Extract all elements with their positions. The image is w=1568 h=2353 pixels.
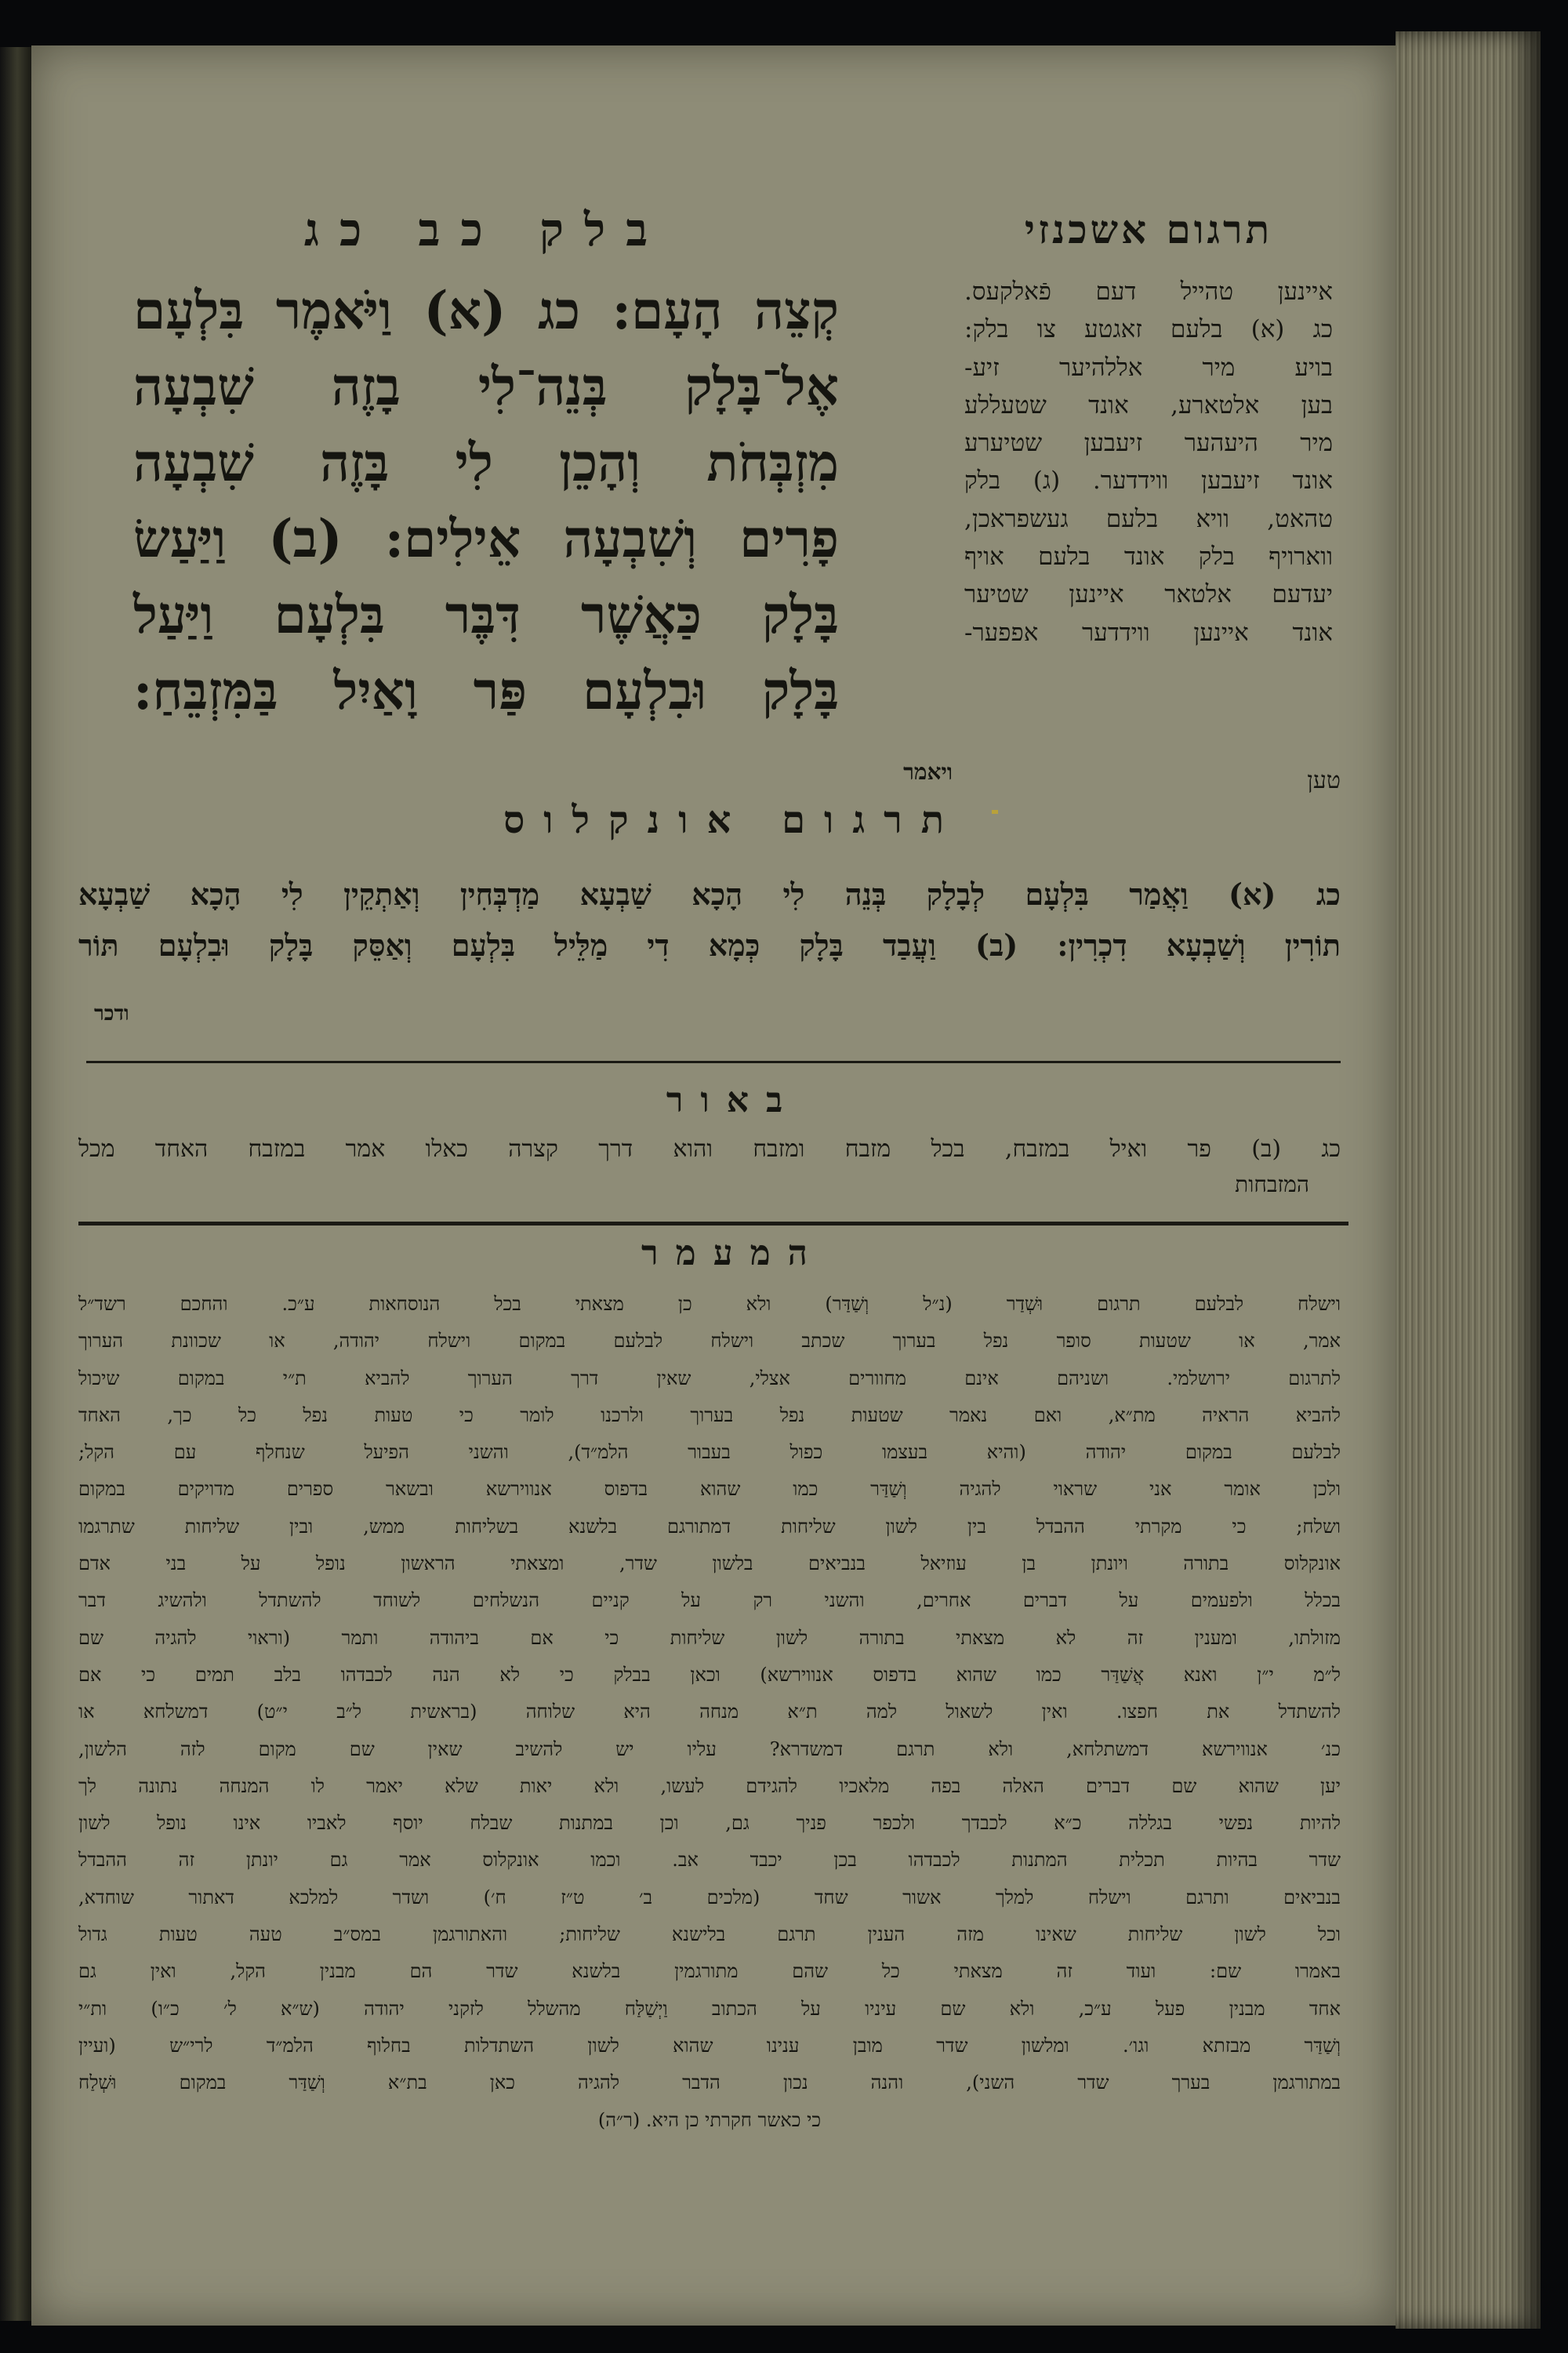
hameamer-line: להשתדל את חפצו. ואין לשאול למה ת״א מנחה היא שלוחה (בראשית ל״ב י״ט) דמשלחא או — [78, 1701, 1341, 1723]
onkelos-title: תרגום אונקלוס — [503, 798, 964, 842]
section-divider — [86, 1061, 1341, 1063]
hameamer-line: כי כאשר חקרתי כן היא. (ר״ה) — [597, 2108, 822, 2131]
hameamer-line: ל״מ י״ן ואנא אֲשַׁדַּר כמו שהוא בדפוס אנווירשא) וכאן בבלק כי לא הנה לכבדהו בלב תמים כי אם — [78, 1663, 1341, 1686]
running-header: בלק כב כג — [303, 203, 669, 256]
paper-speck — [992, 810, 998, 814]
hameamer-line: בכלל ולפעמים על דברים אחרים, והשני רק על קניים הנשלחים לשוחד להשתדל ולהשיג דבר — [78, 1589, 1341, 1612]
torah-line: בָּלָק וּבִלְעָם פַּר וָאַיִל בַּמִּזְבֵּחַ: — [133, 660, 839, 721]
targum-ashkenazi-line: אונד איינען ווידדער אפפער- — [964, 618, 1333, 647]
torah-line: בָּלָק כַּאֲשֶׁר דִּבֶּר בִּלְעָם וַיַּעַל — [133, 584, 839, 645]
targum-ashkenazi-column — [964, 187, 1333, 652]
targum-ashkenazi-line: יעדעם אלטאר איינען שטיער — [964, 580, 1333, 609]
hameamer-line: וְשַׁדַּר מבזתא וגו׳. ומלשון שדר מובן ענינו שהוא לשון השתדלות בחלוף הלמ״ד לרי״ש (ועיין — [78, 2034, 1341, 2057]
torah-catchword: ויאמר — [903, 759, 953, 785]
onkelos-text — [78, 869, 1341, 971]
hameamer-text — [78, 1286, 1341, 2139]
torah-line: אֶל־בָּלָק בְּנֵה־לִי בָזֶה שִׁבְעָה — [133, 356, 839, 417]
targum-ashkenazi-continuation: טען — [1307, 767, 1341, 794]
torah-line: פָרִים וְשִׁבְעָה אֵילִים: (ב) וַיַּעַשׂ — [133, 508, 839, 569]
biur-text — [78, 1131, 1341, 1202]
facing-page-edge — [0, 47, 31, 2321]
onkelos-catchword: ודכר — [94, 1002, 129, 1026]
targum-ashkenazi-line: בען אלטארע, אונד שטעללע — [964, 390, 1333, 419]
targum-ashkenazi-line: טהאט, וויא בלעם געשפראכן, — [964, 504, 1333, 533]
hameamer-line: אמר, או שטעות סופר נפל בערוך שכתב וישלח לבלעם במקום וישלח יהודה, או שכוונת הערוך — [78, 1330, 1341, 1353]
hameamer-line: באמרו שם: ועוד זה מצאתי כל שהם מתורגמין בלשנא שדר הם מבנין הקל, ואין גם — [78, 1960, 1341, 1983]
hameamer-line: בנביאים ותרגם וישלח למלך אשור שחד (מלכים ב׳ ט״ז ח׳) ושדר למלכא דאתור שוחדא, — [78, 1886, 1341, 1908]
page-block-edges — [1396, 31, 1541, 2329]
hameamer-line: לתרגום ירושלמי. ושניהם אינם מחוורים אצלי, שאין דרך הערוך להביא ת״י במקום שיכול — [78, 1367, 1341, 1389]
section-divider — [78, 1222, 1348, 1226]
book-page — [31, 45, 1396, 2326]
onkelos-line: תוֹרִין וְשַׁבְעָא דִכְרִין: (ב) וַעֲבַד בָּלָק כְּמָא דִי מַלֵּיל בִּלְעָם וְאַסֵּק בָּלָק וּבִלְעָם תּוֹר — [78, 928, 1341, 963]
targum-ashkenazi-text — [964, 273, 1333, 652]
hameamer-line: וישלח לבלעם תרגום וּשְׁדַר (נ״ל וְשַׁדַּר) ולא כן מצאתי בכל הנוסחאות ע״כ. והחכם רשד״ל — [78, 1293, 1341, 1315]
targum-ashkenazi-header: תרגום אשכנזי — [1024, 206, 1273, 252]
hameamer-line: שדר בהיות תכלית המתנות לכבדהו בכן יכבד אב. וכמו אונקלוס אמר גם יונתן זה ההבדל — [78, 1849, 1341, 1872]
hameamer-line: במתורגמן בערך שדר השני), והנה נכון הדבר להגיה כאן בת״א וְשַׁדַּר במקום וּשְׁלַח — [78, 2072, 1341, 2094]
targum-ashkenazi-line: בויע מיר אללהיער זיע- — [964, 353, 1333, 382]
hameamer-line: וכל לשון שליחות שאינו מזה הענין תרגם בלישנא שליחות; והאתורגמן במס״ב טעה טעות גדול — [78, 1923, 1341, 1946]
hameamer-line: להביא הראיה מת״א, ואם נאמר שטעות נפל בערוך ולרכנו לומר כי טעות נפל כל כך, האחד — [78, 1403, 1341, 1426]
torah-text — [133, 273, 839, 729]
torah-line: קְצֵה הָעָם: כג (א) וַיֹּאמֶר בִּלְעָם — [133, 280, 839, 341]
biur-line: המזבחות — [1235, 1171, 1309, 1197]
targum-ashkenazi-line: איינען טהייל דעם פֿאלקעס. — [964, 278, 1333, 306]
torah-text-column — [133, 187, 839, 729]
biur-line: כג (ב) פר ואיל במזבח, בכל מזבח ומזבח והוא דרך קצרה כאלו אמר במזבח האחד מכל — [78, 1135, 1341, 1163]
hameamer-line: ושלח; כי מקרתי ההבדל בין לשון שליחות דמתורגם בלשנא בשליחות ממש, ובין שליחות שתרגמו — [78, 1515, 1341, 1538]
hameamer-title: המעמר — [641, 1233, 825, 1273]
torah-line: מִזְבְּחֹת וְהָכֵן לִי בָּזֶה שִׁבְעָה — [133, 432, 839, 493]
targum-ashkenazi-line: כג (א) בלעם זאגטע צו בלק: — [964, 315, 1333, 344]
hameamer-line: להיות נפשי בגללה כ״א לכבדך ולכפר פניך גם, וכן במתנות שבלח יוסף לאביו אינו נופל לשון — [78, 1812, 1341, 1835]
hameamer-line: לבלעם במקום יהודה (והיא בעצמו כפול בעבור הלמ״ד), והשני הפיעל שנחלף עם הקל; — [78, 1441, 1341, 1464]
hameamer-line: אונקלוס בתורה ויונתן בן עוזיאל בנביאים בלשון שדר, ומצאתי הראשון נופל על בני אדם — [78, 1552, 1341, 1575]
targum-ashkenazi-line: מיר היעהער זיעבען שטיערע — [964, 429, 1333, 458]
hameamer-line: יען שהוא שם דברים האלה בפה מלאכיו להגידם לעשו, ולא יאות שלא יאמר לו המנחה נתונה לך — [78, 1774, 1341, 1797]
biur-title: באור — [666, 1080, 800, 1120]
hameamer-line: מזולתו, ומענין זה לא מצאתי בתורה לשון שליחות כי אם ביהודה ותמר (וראוי להגיה שם — [78, 1626, 1341, 1649]
hameamer-line: ולכן אומר אני שראוי להגיה וְשַׁדַּר כמו שהוא בדפוס אנווירשא ובשאר ספרים מדויקים במקום — [78, 1478, 1341, 1501]
hameamer-line: אחד מבנין פעל ע״כ, ולא שם עיניו על הכתוב וַיְשַׁלַּח מהשלל לזקני יהודה (ש״א ל׳ כ״ו) ות״י — [78, 1997, 1341, 2020]
targum-ashkenazi-line: ווארויף בלק אונד בלעם אויף — [964, 543, 1333, 572]
onkelos-line: כג (א) וַאֲמַר בִּלְעָם לְבָלָק בְּנֵה לִי הָכָא שַׁבְעָא מַדְבְּחִין וְאַתְקֵין לִי הָכָא שַׁבְעָא — [78, 877, 1341, 912]
targum-ashkenazi-line: אונד זיעבען ווידדער. (ג) בלק — [964, 467, 1333, 496]
hameamer-line: כנ׳ אנווירשא דמשתלחא, ולא תרגם דמשדרא? עליו יש להשיב שאין שם מקום לזה הלשון, — [78, 1738, 1341, 1760]
